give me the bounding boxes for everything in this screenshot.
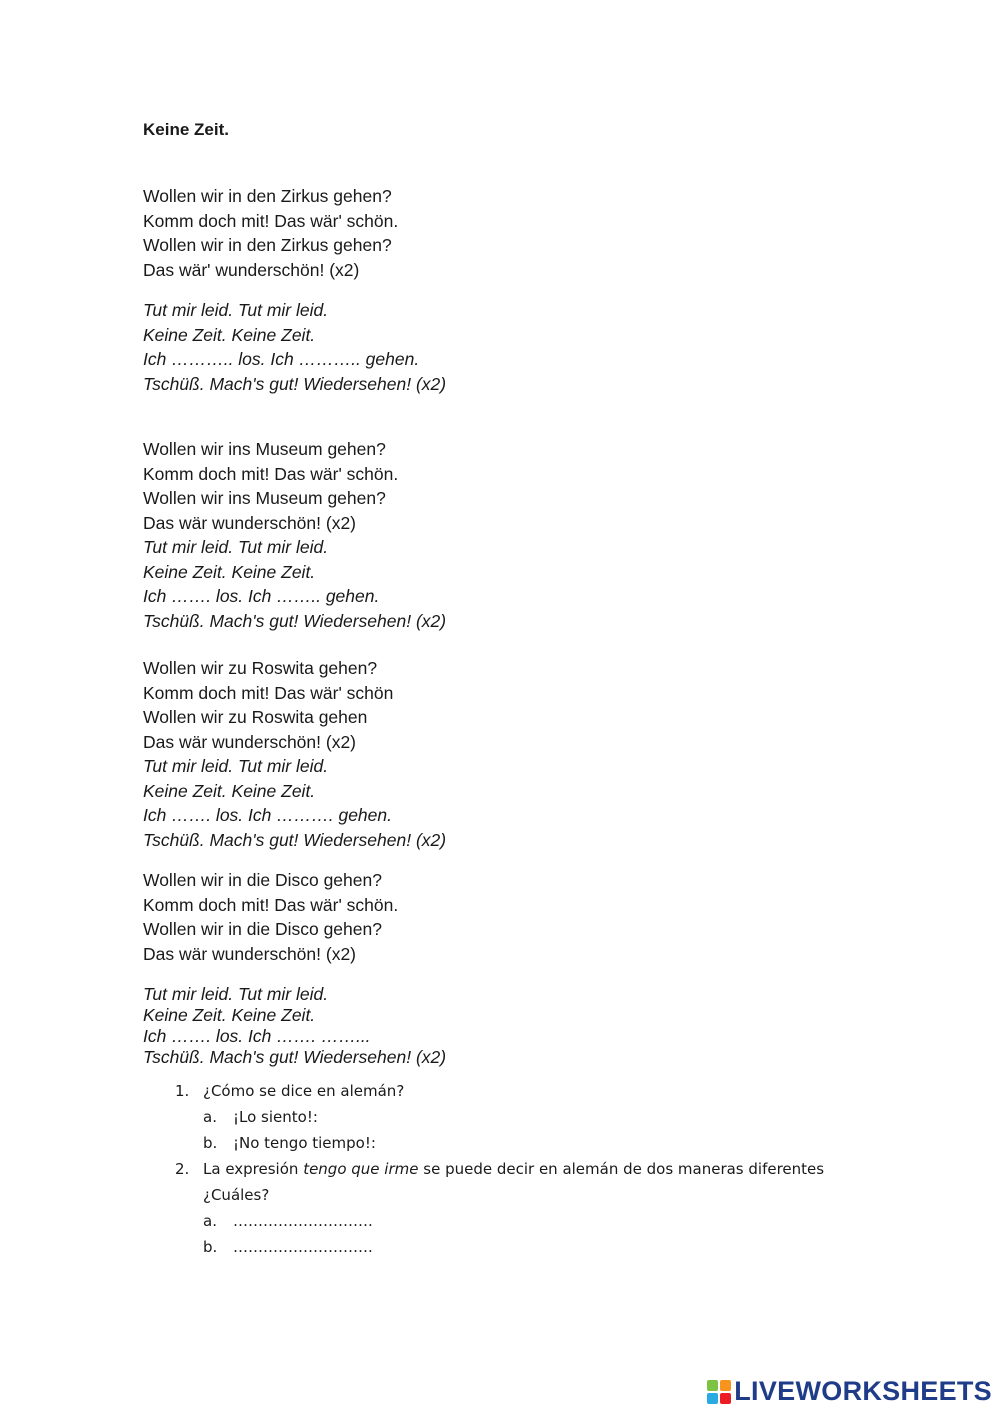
lyric-line: Tschüß. Mach's gut! Wiedersehen! (x2) — [143, 1047, 447, 1067]
item-text: ¡Lo siento!: — [233, 1108, 318, 1126]
question-text-italic: tengo que irme — [303, 1160, 419, 1178]
chorus-2 — [143, 535, 446, 633]
lyric-line: Tut mir leid. Tut mir leid. — [143, 984, 329, 1004]
lyric-line: Das wär' wunderschön! (x2) — [143, 259, 360, 280]
lyric-line: Komm doch mit! Das wär' schön. — [143, 210, 399, 231]
lyric-line: Wollen wir zu Roswita gehen — [143, 707, 368, 727]
lyric-line: Wollen wir zu Roswita gehen? — [143, 658, 378, 678]
lyric-line: Das wär wunderschön! (x2) — [143, 512, 356, 533]
answer-blank: ………………………. — [233, 1238, 373, 1256]
question-number: 1. — [175, 1082, 190, 1100]
question-2-item-a — [175, 1208, 824, 1234]
question-list — [175, 1078, 824, 1260]
lyric-line: Komm doch mit! Das wär' schön. — [143, 894, 399, 915]
lyric-line-blank: Ich ……. los. Ich ……. ……... — [143, 1026, 371, 1046]
lyric-line: Tut mir leid. Tut mir leid. — [143, 756, 329, 776]
lyric-line: Wollen wir in die Disco gehen? — [143, 919, 382, 939]
item-letter: b. — [203, 1134, 218, 1152]
lyric-line: Wollen wir ins Museum gehen? — [143, 488, 386, 508]
chorus-4 — [143, 984, 446, 1068]
logo-square-orange — [720, 1380, 731, 1391]
lyric-line: Tschüß. Mach's gut! Wiedersehen! (x2) — [143, 610, 447, 631]
question-number: 2. — [175, 1160, 190, 1178]
lyric-line: Tschüß. Mach's gut! Wiedersehen! (x2) — [143, 829, 447, 850]
stanza-museum — [143, 437, 398, 535]
lyric-line: Komm doch mit! Das wär' schön — [143, 682, 394, 703]
lyric-line: Keine Zeit. Keine Zeit. — [143, 1005, 316, 1025]
question-1-item-b — [175, 1130, 824, 1156]
question-text: se puede decir en alemán de dos maneras diferentes — [418, 1160, 825, 1178]
lyric-line: Wollen wir in die Disco gehen? — [143, 870, 382, 890]
question-2 — [175, 1156, 824, 1182]
lyric-line: Keine Zeit. Keine Zeit. — [143, 780, 316, 801]
stanza-roswita — [143, 656, 393, 754]
stanza-disco — [143, 868, 398, 966]
lyric-line: Das wär wunderschön! (x2) — [143, 943, 356, 964]
lyric-line: Tut mir leid. Tut mir leid. — [143, 300, 329, 320]
lyric-line: Tschüß. Mach's gut! Wiedersehen! (x2) — [143, 373, 447, 394]
question-1 — [175, 1078, 824, 1104]
page-title: Keine Zeit. — [143, 120, 229, 139]
question-text: ¿Cómo se dice en alemán? — [203, 1082, 405, 1100]
lyric-line: Das wär wunderschön! (x2) — [143, 731, 356, 752]
lyric-line: Tut mir leid. Tut mir leid. — [143, 537, 329, 557]
liveworksheets-logo-icon — [707, 1380, 731, 1404]
item-letter: a. — [203, 1108, 217, 1126]
chorus-3 — [143, 754, 446, 852]
lyric-line: Keine Zeit. Keine Zeit. — [143, 561, 316, 582]
logo-square-blue — [707, 1393, 718, 1404]
logo-text: LIVEWORKSHEETS — [734, 1376, 992, 1406]
lyric-line-blank: Ich ……. los. Ich …….. gehen. — [143, 586, 380, 606]
question-2-item-b — [175, 1234, 824, 1260]
answer-blank: ………………………. — [233, 1212, 373, 1230]
item-letter: a. — [203, 1212, 217, 1230]
lyric-line: Keine Zeit. Keine Zeit. — [143, 324, 316, 345]
question-2-continuation: ¿Cuáles? — [203, 1186, 270, 1204]
lyric-line: Wollen wir in den Zirkus gehen? — [143, 186, 392, 206]
question-1-item-a — [175, 1104, 824, 1130]
lyric-line: Wollen wir in den Zirkus gehen? — [143, 235, 392, 255]
liveworksheets-logo — [707, 1376, 992, 1407]
item-letter: b. — [203, 1238, 218, 1256]
lyric-line: Komm doch mit! Das wär' schön. — [143, 463, 399, 484]
logo-square-green — [707, 1380, 718, 1391]
lyric-line-blank: Ich ……….. los. Ich ……….. gehen. — [143, 349, 420, 369]
stanza-zirkus — [143, 184, 398, 282]
lyric-line-blank: Ich ……. los. Ich ………. gehen. — [143, 805, 392, 825]
chorus-1 — [143, 298, 446, 396]
logo-square-red — [720, 1393, 731, 1404]
item-text: ¡No tengo tiempo!: — [233, 1134, 376, 1152]
lyric-line: Wollen wir ins Museum gehen? — [143, 439, 386, 459]
question-text: La expresión — [203, 1160, 304, 1178]
